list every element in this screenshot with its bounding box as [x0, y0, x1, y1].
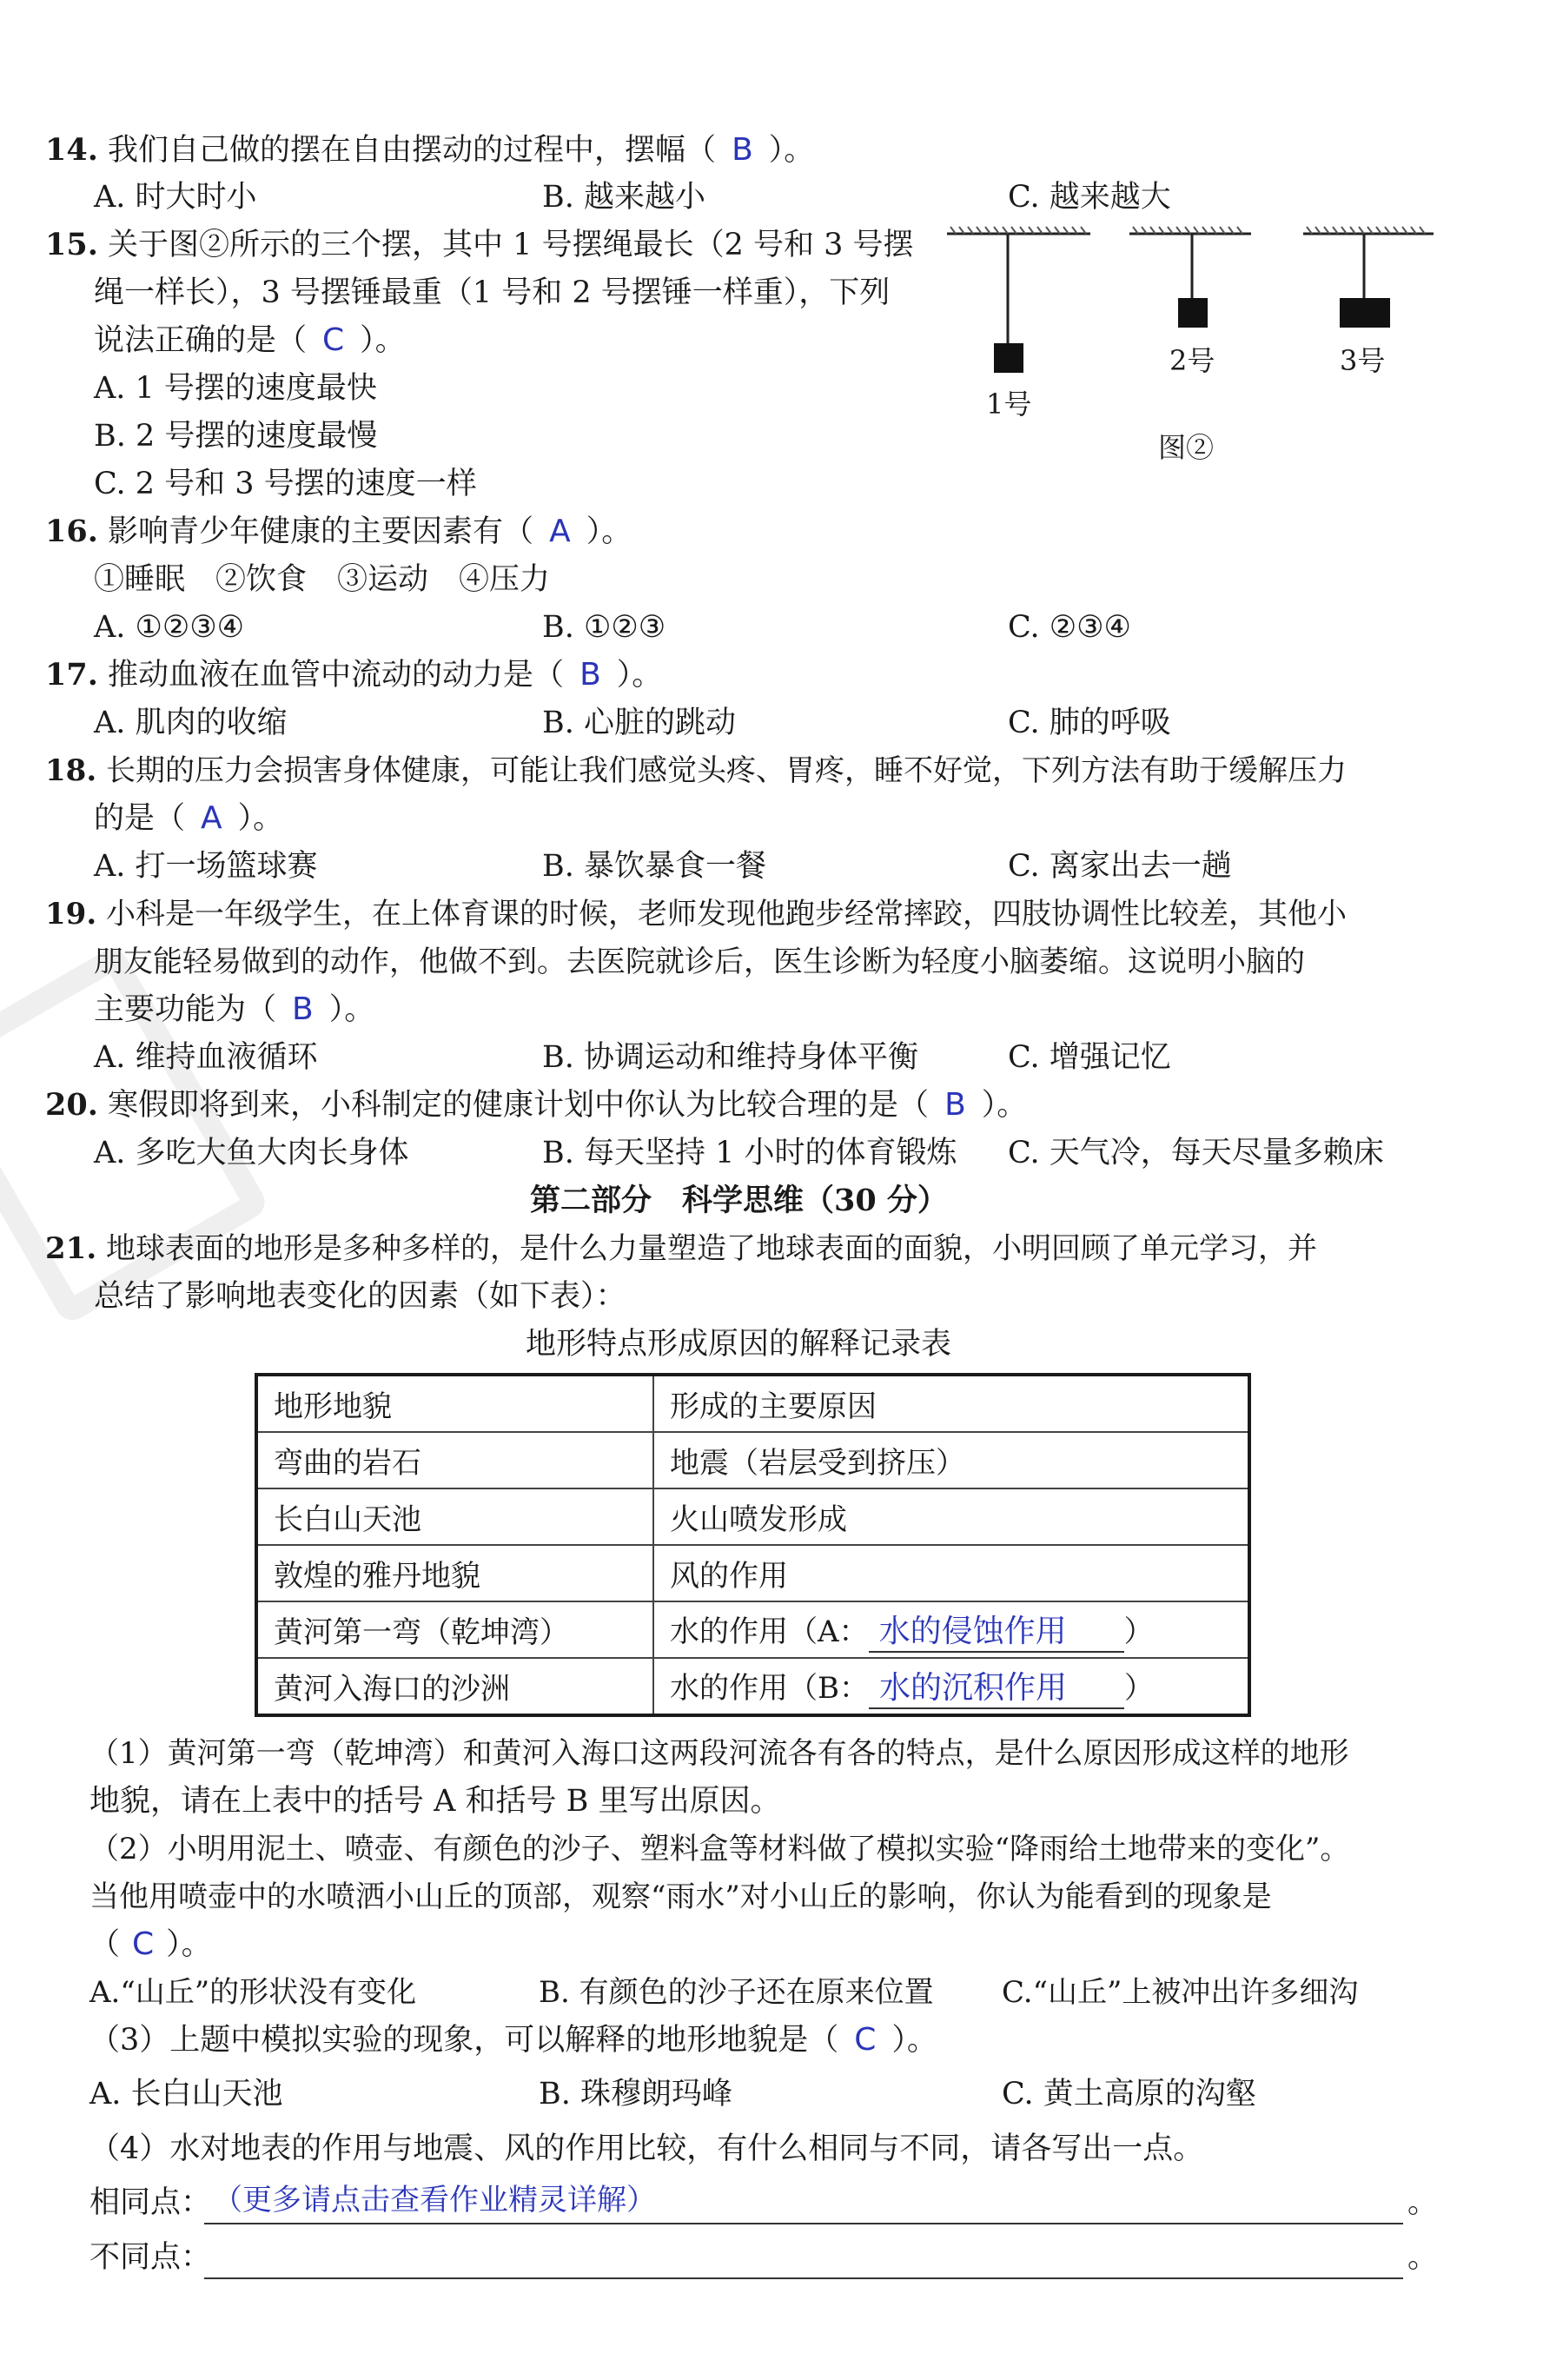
q14-option-c: C. 越来越大	[1008, 180, 1171, 215]
q16-option-b: B. ①②③	[542, 610, 666, 645]
q14-option-b: B. 越来越小	[542, 180, 705, 215]
q20-option-a: A. 多吃大鱼大肉长身体	[94, 1136, 409, 1170]
q19-line2: 朋友能轻易做到的动作，他做不到。去医院就诊后，医生诊断为轻度小脑萎缩。这说明小脑的	[94, 945, 1305, 979]
table-row	[256, 1432, 1249, 1488]
table-cell-fill-a: 水的作用（A： 水的侵蚀作用 ）	[653, 1601, 1249, 1658]
table-row	[256, 1545, 1249, 1601]
table-cell: 黄河入海口的沙洲	[256, 1658, 653, 1715]
q21-part3-option-c: C. 黄土高原的沟壑	[1002, 2077, 1256, 2112]
table-header: 形成的主要原因	[653, 1375, 1249, 1432]
table-cell: 弯曲的岩石	[256, 1432, 653, 1488]
pendulum-1-label: 1号	[986, 388, 1032, 421]
table-cell: 长白山天池	[256, 1488, 653, 1545]
q16-items: ①睡眠 ②饮食 ③运动 ④压力	[94, 562, 551, 597]
same-answer-line	[204, 2223, 1403, 2224]
table-header: 地形地貌	[256, 1375, 653, 1432]
pendulum-1	[947, 227, 1090, 373]
q17-option-b: B. 心脏的跳动	[542, 706, 736, 740]
table-title: 地形特点形成原因的解释记录表	[526, 1327, 952, 1362]
q17-stem: 17. 推动血液在血管中流动的动力是（ B ）。	[45, 657, 663, 693]
diff-end: 。	[1407, 2240, 1439, 2275]
q15-line1: 15. 关于图②所示的三个摆，其中 1 号摆绳最长（2 号和 3 号摆	[45, 227, 914, 262]
answer-b: 水的沉积作用	[879, 1670, 1068, 1706]
q21-part1-line2: 地貌，请在上表中的括号 A 和括号 B 里写出原因。	[89, 1784, 781, 1819]
q21-part2-line3: （ C ）。	[89, 1926, 212, 1962]
q16-answer: A	[549, 514, 571, 549]
q16-option-c: C. ②③④	[1008, 610, 1131, 645]
q16-stem: 16. 影响青少年健康的主要因素有（ A ）。	[45, 514, 632, 549]
q19-answer: B	[292, 991, 314, 1027]
table-row	[256, 1488, 1249, 1545]
pendulum-3	[1303, 227, 1434, 328]
q21-part2-option-a: A.“山丘”的形状没有变化	[89, 1975, 417, 2010]
q14-stem: 14. 我们自己做的摆在自由摆动的过程中，摆幅（ B ）。	[45, 132, 815, 168]
pendulum-3-label: 3号	[1340, 344, 1386, 377]
q18-answer: A	[201, 800, 222, 836]
q17-option-a: A. 肌肉的收缩	[94, 706, 288, 740]
q19-line1: 19. 小科是一年级学生，在上体育课的时候，老师发现他跑步经常摔跤，四肢协调性比较差，其他小	[45, 897, 1347, 931]
q15-option-c: C. 2 号和 3 号摆的速度一样	[94, 467, 477, 501]
q15-answer: C	[322, 322, 345, 358]
q20-answer: B	[944, 1087, 966, 1123]
table-cell: 火山喷发形成	[653, 1488, 1249, 1545]
q21-part2-option-b: B. 有颜色的沙子还在原来位置	[539, 1975, 934, 2010]
q21-line1: 21. 地球表面的地形是多种多样的，是什么力量塑造了地球表面的面貌，小明回顾了单元学习，并	[45, 1231, 1317, 1266]
pendulum-2	[1129, 227, 1251, 328]
q17-answer: B	[579, 657, 601, 693]
q21-part2-option-c: C.“山丘”上被冲出许多细沟	[1002, 1975, 1359, 2010]
q21-part1-line1: （1）黄河第一弯（乾坤湾）和黄河入海口这两段河流各有各的特点，是什么原因形成这样的地形	[89, 1736, 1349, 1771]
table-cell: 地震（岩层受到挤压）	[653, 1432, 1249, 1488]
landform-table	[255, 1373, 1251, 1717]
q15-option-b: B. 2 号摆的速度最慢	[94, 419, 378, 454]
q20-stem: 20. 寒假即将到来，小科制定的健康计划中你认为比较合理的是（ B ）。	[45, 1087, 1028, 1123]
q15-line2: 绳一样长），3 号摆锤最重（1 号和 2 号摆锤一样重），下列	[94, 275, 891, 310]
table-cell: 黄河第一弯（乾坤湾）	[256, 1601, 653, 1658]
q20-option-b: B. 每天坚持 1 小时的体育锻炼	[542, 1136, 957, 1170]
diff-answer-line	[204, 2277, 1403, 2279]
table-cell-fill-b: 水的作用（B： 水的沉积作用 ）	[653, 1658, 1249, 1715]
q18-line2: 的是（ A ）。	[94, 800, 284, 836]
q21-part3-option-a: A. 长白山天池	[89, 2077, 283, 2112]
q21-part3-answer: C	[854, 2022, 877, 2058]
q20-option-c: C. 天气冷，每天尽量多赖床	[1008, 1136, 1384, 1170]
q21-part2-line1: （2）小明用泥土、喷壶、有颜色的沙子、塑料盒等材料做了模拟实验“降雨给土地带来的变化”。	[89, 1832, 1350, 1866]
diff-label: 不同点：	[89, 2240, 212, 2275]
q21-part3-stem: （3）上题中模拟实验的现象，可以解释的地形地貌是（ C ）。	[89, 2022, 937, 2058]
q19-line3: 主要功能为（ B ）。	[94, 991, 375, 1027]
q18-option-b: B. 暴饮暴食一餐	[542, 849, 766, 884]
q14-option-a: A. 时大时小	[94, 180, 257, 215]
q21-part2-answer: C	[132, 1926, 155, 1962]
table-cell: 风的作用	[653, 1545, 1249, 1601]
q19-option-b: B. 协调运动和维持身体平衡	[542, 1040, 918, 1075]
q21-line2: 总结了影响地表变化的因素（如下表）：	[94, 1279, 626, 1314]
table-row	[256, 1601, 1249, 1658]
q18-line1: 18. 长期的压力会损害身体健康，可能让我们感觉头疼、胃疼，睡不好觉，下列方法有助于缓解压力	[45, 753, 1347, 788]
q15-line3: 说法正确的是（ C ）。	[94, 322, 406, 358]
section-2-title: 第二部分 科学思维（30 分）	[530, 1183, 948, 1218]
q18-option-a: A. 打一场篮球赛	[94, 849, 318, 884]
figure-caption: 图②	[1158, 431, 1215, 464]
same-label: 相同点：	[89, 2185, 212, 2220]
same-end: 。	[1407, 2185, 1439, 2220]
answer-a: 水的侵蚀作用	[878, 1614, 1067, 1649]
q21-part3-option-b: B. 珠穆朗玛峰	[539, 2077, 732, 2112]
q15-option-a: A. 1 号摆的速度最快	[94, 371, 377, 406]
q14-answer: B	[732, 132, 753, 168]
q19-option-a: A. 维持血液循环	[94, 1040, 318, 1075]
table-row	[256, 1658, 1249, 1715]
q21-part4: （4）水对地表的作用与地震、风的作用比较，有什么相同与不同，请各写出一点。	[89, 2131, 1204, 2166]
table-header-row	[256, 1375, 1249, 1432]
q17-option-c: C. 肺的呼吸	[1008, 706, 1171, 740]
q19-option-c: C. 增强记忆	[1008, 1040, 1171, 1075]
q18-option-c: C. 离家出去一趟	[1008, 849, 1232, 884]
pendulum-2-label: 2号	[1169, 344, 1215, 377]
table-cell: 敦煌的雅丹地貌	[256, 1545, 653, 1601]
q16-option-a: A. ①②③④	[94, 610, 245, 645]
q21-part2-line2: 当他用喷壶中的水喷洒小山丘的顶部，观察“雨水”对小山丘的影响，你认为能看到的现象是	[89, 1879, 1272, 1914]
same-answer-link[interactable]: （更多请点击查看作业精灵详解）	[213, 2183, 656, 2218]
